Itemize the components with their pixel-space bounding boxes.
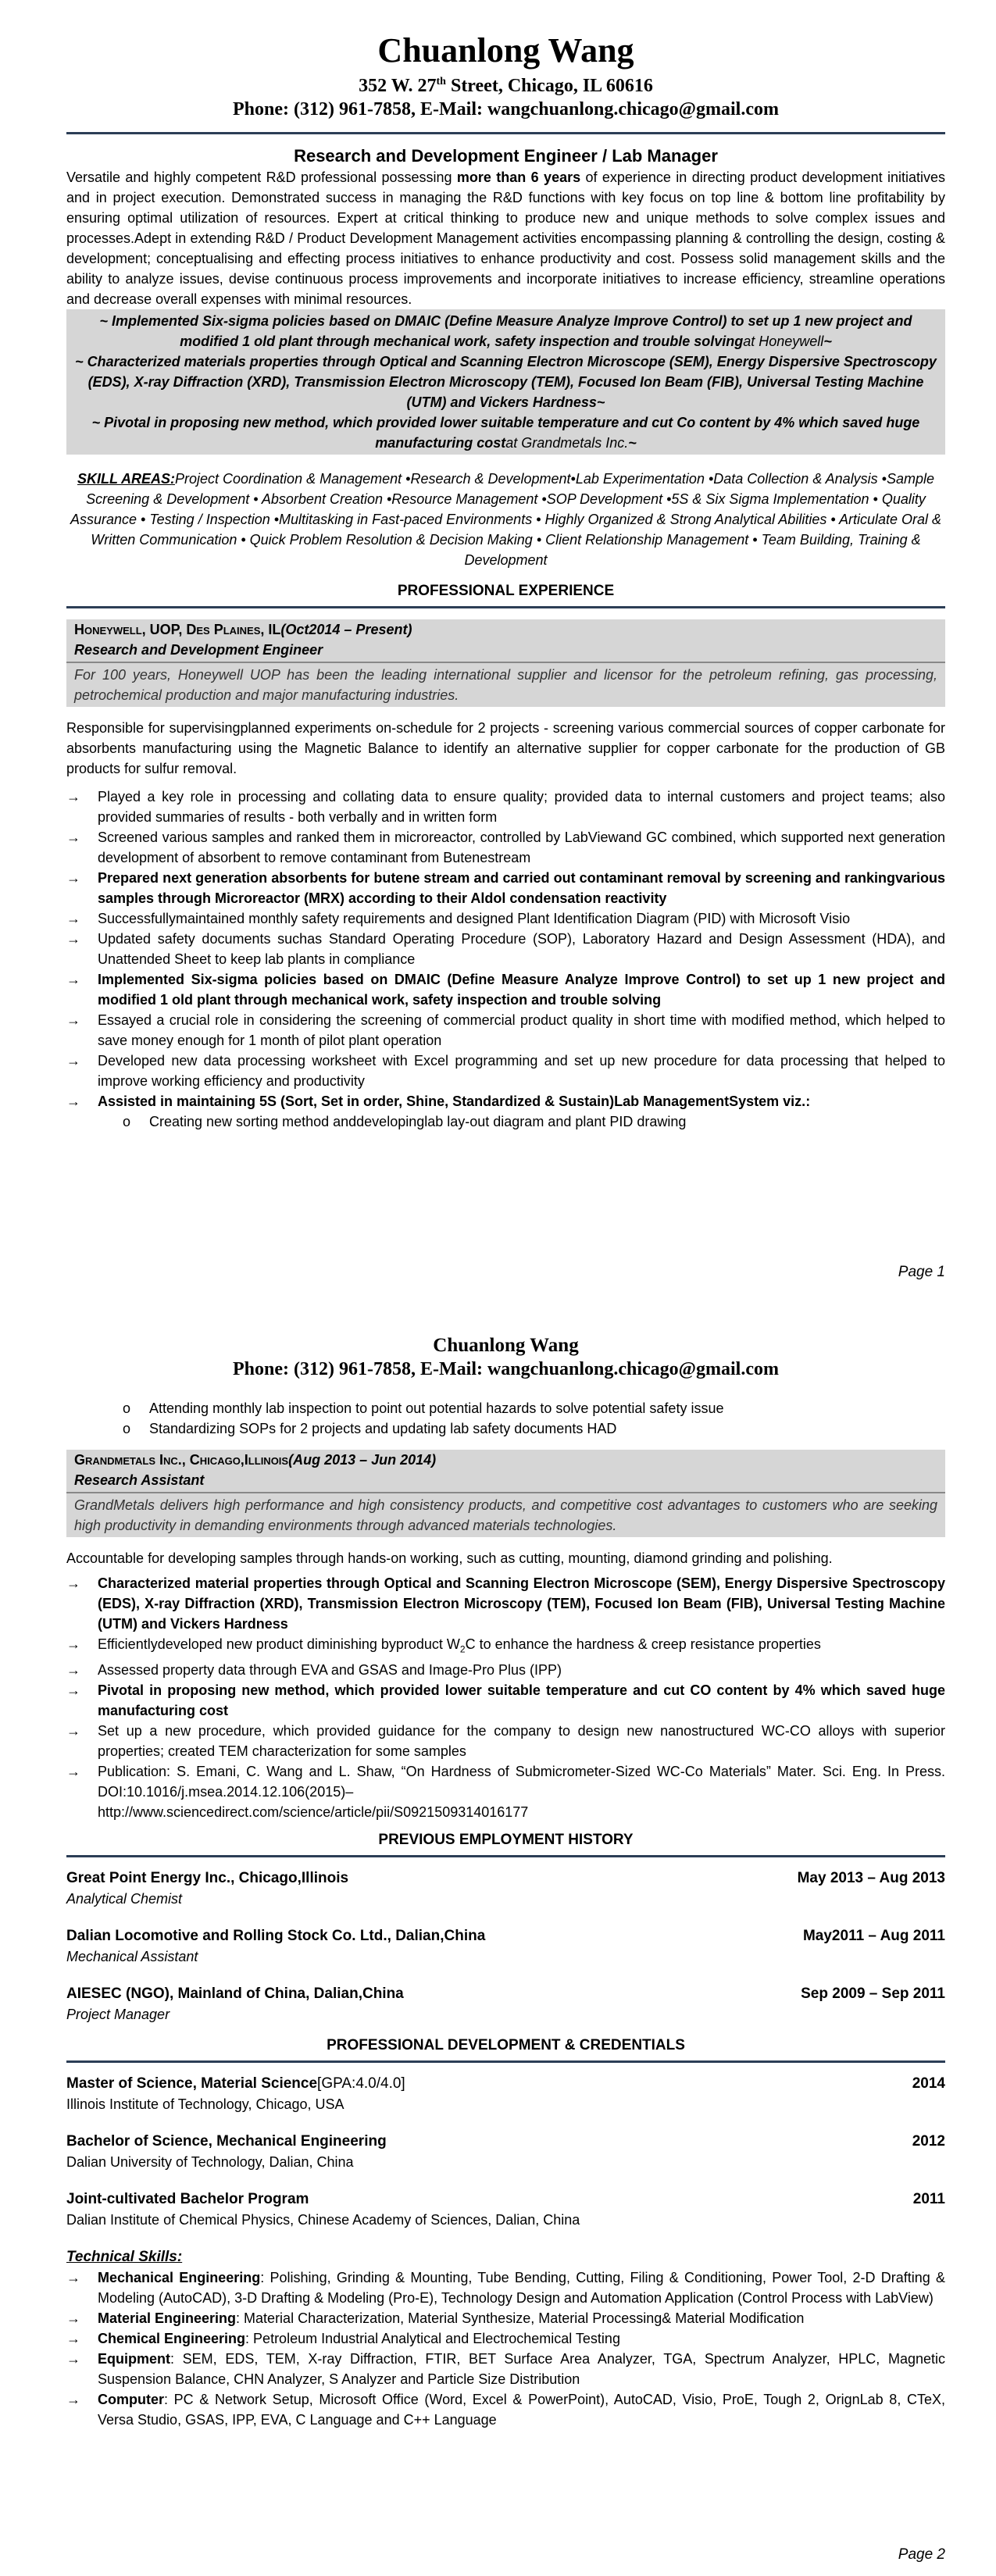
publication-link[interactable]: http://www.sciencedirect.com/science/article/pii/S0921509314016177 (98, 1804, 529, 1820)
arrow-icon: → (66, 1636, 80, 1652)
job-line (66, 1868, 945, 1889)
credentials-heading: PROFESSIONAL DEVELOPMENT & CREDENTIALS (327, 2036, 685, 2053)
resume-header (66, 31, 945, 121)
education-1 (66, 2074, 945, 2114)
skill-value: : SEM, EDS, TEM, X-ray Diffraction, FTIR, BET Surface Area Analyzer, TGA, Spectrum Analyzer, HPLC, Magnetic Suspension Balance, CHN Analyzer, S Analyzer and Particle Size Distribution (98, 2350, 945, 2387)
page-2-header (66, 1334, 945, 1381)
list-item (66, 1660, 945, 1680)
arrow-icon: → (66, 1575, 80, 1591)
list-item (66, 827, 945, 868)
subitem-text: Creating new sorting method anddevelopinglab lay-out diagram and plant PID drawing (149, 1114, 687, 1129)
skill-key: Material Engineering (98, 2310, 237, 2326)
job-role: Analytical Chemist (66, 1890, 183, 1907)
address-pre: 352 W. 27 (359, 76, 437, 96)
highlight-3-tail: at Grandmetals Inc. (505, 435, 629, 451)
page-1-content (66, 31, 945, 1132)
degree-wrap (66, 2074, 405, 2094)
address-post: Street, Chicago, IL 60616 (445, 76, 653, 96)
degree-school: Dalian University of Technology, Dalian, China (66, 2153, 354, 2170)
list-item (66, 868, 945, 908)
list-item (123, 1418, 945, 1439)
bullet-text: Successfullymaintained monthly safety requirements and designed Plant Identification Diagram (PID) with Microsoft Visio (98, 911, 851, 926)
bullet-text: Essayed a crucial role in considering the screening of commercial product quality in short time with modified method, which helped to save money enough for 1 month of pilot plant operation (98, 1012, 945, 1048)
summary-a: Versatile and highly competent R&D professional possessing (66, 169, 457, 185)
honeywell-dates: (Oct2014 – Present) (280, 622, 412, 637)
bullet-text: Assisted in maintaining 5S (Sort, Set in order, Shine, Standardized & Sustain)Lab ManagementSystem viz.: (98, 1094, 811, 1109)
arrow-icon: → (66, 2269, 80, 2285)
grandmetals-company: Grandmetals Inc., Chicago,Illinois (74, 1452, 289, 1468)
list-item (66, 1091, 945, 1111)
skill-areas (66, 469, 945, 570)
degree-year: 2011 (912, 2190, 945, 2207)
skill-key: Computer (98, 2391, 164, 2407)
highlight-3-main: ~ Pivotal in proposing new method, which provided lower suitable temperature and cut Co content by 4% which saved huge manufacturing cost (91, 415, 920, 451)
honeywell-description (66, 663, 945, 707)
bullet-text-b: C to enhance the hardness & creep resistance properties (465, 1636, 821, 1652)
honeywell-desc-text: For 100 years, Honeywell UOP has been the leading international supplier and licensor for the petroleum refining, gas processing, petrochemical production and major manufacturing industries. (74, 667, 937, 703)
degree-name: Master of Science, Material Science (66, 2075, 318, 2092)
highlight-3 (70, 412, 942, 453)
arrow-icon: → (66, 1682, 80, 1698)
bullet-text: Implemented Six-sigma policies based on DMAIC (Define Measure Analyze Improve Control) to set up 1 new project and modified 1 old plant through mechanical work, safety inspection and trouble solving (98, 972, 945, 1008)
skill-key: Equipment (98, 2350, 170, 2367)
degree-year: 2012 (912, 2132, 945, 2150)
list-item (66, 1721, 945, 1761)
grandmetals-role: Research Assistant (74, 1472, 205, 1488)
grandmetals-desc-text: GrandMetals delivers high performance and high consistency products, and competitive cost advantages to customers who are seeking high productivity in demanding environments through advanced materials technologies. (74, 1497, 937, 1533)
list-item (66, 787, 945, 827)
skill-value: : PC & Network Setup, Microsoft Office (Word, Excel & PowerPoint), AutoCAD, Visio, ProE, Tough 2, OrignLab 8, CTeX, Versa Studio, GSAS, IPP, EVA, C Language and C++ Language (98, 2391, 945, 2428)
list-item (66, 1051, 945, 1091)
honeywell-header (66, 619, 945, 662)
experience-heading: PROFESSIONAL EXPERIENCE (397, 583, 615, 599)
degree-name: Joint-cultivated Bachelor Program (66, 2190, 309, 2207)
previous-heading: PREVIOUS EMPLOYMENT HISTORY (378, 1831, 634, 1848)
degree-line (66, 2189, 945, 2210)
list-item (66, 1761, 945, 1822)
circle-bullet-icon: o (123, 1421, 131, 1436)
bullet-text: Pivotal in proposing new method, which provided lower suitable temperature and cut CO content by 4% which saved huge manufacturing cost (98, 1682, 945, 1718)
job-role: Project Manager (66, 2006, 170, 2022)
arrow-icon: → (66, 2330, 80, 2346)
list-item (66, 1680, 945, 1721)
grandmetals-header (66, 1450, 945, 1492)
skill-value: : Polishing, Grinding & Mounting, Tube Bending, Cutting, Filing & Conditioning, Power Tool, 2-D Drafting & Modeling (AutoCAD), 3-D Drafting & Modeling (Pro-E), Technology Design and Automation Application (Control Process with LabView) (98, 2269, 945, 2306)
previous-job-1 (66, 1868, 945, 1909)
arrow-icon: → (66, 870, 80, 886)
arrow-icon: → (66, 2391, 80, 2407)
arrow-icon: → (66, 931, 80, 947)
5s-subitems-page1 (66, 1111, 945, 1132)
address-line (66, 70, 945, 98)
previous-job-2 (66, 1926, 945, 1967)
job-role: Mechanical Assistant (66, 1948, 198, 1964)
highlight-1-main: ~ Implemented Six-sigma policies based on DMAIC (Define Measure Analyze Improve Control) to set up 1 new project and modified 1 old plant through mechanical work, safety inspection and trouble solving (99, 313, 912, 349)
page-number: Page 2 (898, 2546, 945, 2563)
arrow-icon: → (66, 1722, 80, 1739)
job-line (66, 1984, 945, 2004)
degree-name: Bachelor of Science, Mechanical Engineering (66, 2132, 387, 2150)
honeywell-company: Honeywell, UOP, Des Plaines, IL (74, 622, 281, 637)
skill-value: : Material Characterization, Material Synthesize, Material Processing& Material Modification (236, 2310, 805, 2326)
skill-value: : Petroleum Industrial Analytical and Electrochemical Testing (245, 2330, 620, 2346)
highlight-1-end: ~ (823, 334, 832, 349)
summary-c: of experience in directing product development initiatives and in project execution. Demonstrated success in managing the R&D functions with key focus on top line & bottom line profitability by ensuring optimal utilization of resources. Expert at critical thinking to produce new and unique methods to solve complex issues and processes.Adept in extending R&D / Product Development Management activities encompassing planning & controlling the design, costing & development; conceptualising and effecting process initiatives to enhance productivity and cost. Possess solid management skills and the ability to analyze issues, devise continuous process improvements and incorporate initiatives to increase efficiency, streamline operations and decrease overall expenses with minimal resources. (66, 169, 945, 307)
list-item (123, 1111, 945, 1132)
degree-line (66, 2074, 945, 2094)
technical-skills-list (66, 2267, 945, 2430)
highlight-1-tail: at Honeywell (743, 334, 824, 349)
technical-skills-label: Technical Skills: (66, 2248, 183, 2265)
honeywell-role: Research and Development Engineer (74, 642, 323, 658)
job-company: Great Point Energy Inc., Chicago,Illinois (66, 1869, 349, 1886)
honeywell-intro: Responsible for supervisingplanned experiments on-schedule for 2 projects - screening various commercial sources of copper carbonate for absorbents manufacturing using the Magnetic Balance to identify an alternative supplier for copper carbonate for the production of GB products for sulfur removal. (66, 720, 945, 776)
honeywell-company-line (74, 619, 937, 640)
grandmetals-dates: (Aug 2013 – Jun 2014) (288, 1452, 437, 1468)
summary-b: more than 6 years (456, 169, 581, 185)
job-company: Dalian Locomotive and Rolling Stock Co. Ltd., Dalian,China (66, 1927, 486, 1944)
bullet-text: Developed new data processing worksheet with Excel programming and set up new procedure for data processing that helped to improve working efficiency and productivity (98, 1053, 945, 1089)
bullet-text-a: Efficientlydeveloped new product diminishing byproduct W (98, 1636, 460, 1652)
degree-school: Illinois Institute of Technology, Chicago, USA (66, 2096, 344, 2112)
address-sup: th (436, 76, 446, 87)
bullet-text: Played a key role in processing and collating data to ensure quality; provided data to internal customers and project teams; also provided summaries of results - both verbally and in written form (98, 789, 945, 825)
job-dates: May2011 – Aug 2011 (802, 1927, 945, 1944)
grandmetals-bullets (66, 1573, 945, 1822)
list-item (66, 1010, 945, 1051)
page-2-content (66, 1334, 945, 2430)
degree-line (66, 2132, 945, 2152)
list-item (66, 2328, 945, 2349)
grandmetals-company-line (74, 1450, 937, 1470)
list-item (123, 1398, 945, 1418)
job-company: AIESEC (NGO), Mainland of China, Dalian,China (66, 1985, 404, 2002)
bullet-sub: 2 (459, 1643, 466, 1655)
list-item (66, 969, 945, 1010)
list-item (66, 2267, 945, 2308)
circle-bullet-icon: o (123, 1114, 131, 1129)
skill-key: Mechanical Engineering (98, 2269, 261, 2285)
bullet-text: Characterized material properties through Optical and Scanning Electron Microscope (SEM), Energy Dispersive Spectroscopy (EDS), X-ray Diffraction (XRD), Transmission Electron Microscopy (TEM), Focused Ion Beam (FIB), Universal Testing Machine (UTM) and Vickers Hardness (98, 1575, 945, 1632)
list-item (66, 908, 945, 929)
list-item (66, 1634, 945, 1660)
arrow-icon: → (66, 911, 80, 926)
contact-line: Phone: (312) 961-7858, E-Mail: wangchuanlong.chicago@gmail.com (233, 99, 779, 120)
honeywell-bullets (66, 787, 945, 1111)
arrow-icon: → (66, 789, 80, 805)
bullet-text: Set up a new procedure, which provided guidance for the company to design new nanostructured WC-CO alloys with superior properties; created TEM characterization for some samples (98, 1722, 945, 1759)
highlight-1 (70, 311, 942, 351)
candidate-name-p2: Chuanlong Wang (433, 1335, 579, 1356)
resume-page-1 (0, 0, 996, 1281)
arrow-icon: → (66, 1661, 80, 1678)
resume-page-2 (0, 1328, 996, 2576)
contact-line-p2: Phone: (312) 961-7858, E-Mail: wangchuanlong.chicago@gmail.com (233, 1359, 779, 1379)
list-item (66, 929, 945, 969)
page-number: Page 1 (898, 1264, 945, 1280)
degree-gpa: [GPA:4.0/4.0] (317, 2075, 405, 2092)
highlight-3-end: ~ (628, 435, 637, 451)
job-dates: May 2013 – Aug 2013 (797, 1869, 945, 1886)
arrow-icon: → (66, 1763, 80, 1779)
list-item (66, 2349, 945, 2389)
highlight-2: ~ Characterized materials properties through Optical and Scanning Electron Microscope (SEM), Energy Dispersive Spectroscopy (EDS), X-ray Diffraction (XRD), Transmission Electron Microscopy (TEM), Focused Ion Beam (FIB), Universal Testing Machine (UTM) and Vickers Hardness~ (75, 354, 937, 410)
arrow-icon: → (66, 1094, 80, 1109)
list-item (66, 2389, 945, 2430)
skill-key: Chemical Engineering (98, 2330, 246, 2346)
job-line (66, 1926, 945, 1946)
bullet-text: Updated safety documents suchas Standard Operating Procedure (SOP), Laboratory Hazard and Design Assessment (HDA), and Unattended Sheet to keep lab plants in compliance (98, 931, 945, 967)
bullet-text: Screened various samples and ranked them in microreactor, controlled by LabViewand GC combined, which supported next generation development of absorbent to remove contaminant from Butenestream (98, 830, 945, 865)
highlights-box (66, 309, 945, 455)
5s-subitems-page2 (66, 1398, 945, 1439)
arrow-icon: → (66, 1012, 80, 1028)
bullet-text: Publication: S. Emani, C. Wang and L. Shaw, “On Hardness of Submicrometer-Sized WC-Co Materials” Mater. Sci. Eng. In Press. DOI:10.1016/j.msea.2014.12.106(2015)– (98, 1763, 945, 1800)
profile-title: Research and Development Engineer / Lab Manager (294, 146, 718, 166)
previous-job-3 (66, 1984, 945, 2025)
degree-year: 2014 (912, 2075, 945, 2092)
arrow-icon: → (66, 830, 80, 845)
bullet-text: Prepared next generation absorbents for butene stream and carried out contaminant removal by screening and rankingvarious samples through Microreactor (MRX) according to their Aldol condensation reactivity (98, 870, 945, 906)
skill-areas-label: SKILL AREAS: (77, 471, 175, 487)
job-dates: Sep 2009 – Sep 2011 (801, 1985, 945, 2002)
candidate-name: Chuanlong Wang (377, 31, 634, 70)
grandmetals-intro: Accountable for developing samples through hands-on working, such as cutting, mounting, diamond grinding and polishing. (66, 1550, 833, 1566)
bullet-text: Assessed property data through EVA and GSAS and Image-Pro Plus (IPP) (98, 1661, 562, 1678)
education-3 (66, 2189, 945, 2230)
list-item (66, 2308, 945, 2328)
subitem-text: Attending monthly lab inspection to point out potential hazards to solve potential safety issue (149, 1400, 724, 1416)
arrow-icon: → (66, 2310, 80, 2326)
subitem-text: Standardizing SOPs for 2 projects and updating lab safety documents HAD (149, 1421, 617, 1436)
skill-areas-text: Project Coordination & Management •Research & Development•Lab Experimentation •Data Collection & Analysis •Sample Screening & Development • Absorbent Creation •Resource Management •SOP Development •5S & Six Sigma Implementation • Quality Assurance • Testing / Inspection •Multitasking in Fast-paced Environments • Highly Organized & Strong Analytical Abilities • Articulate Oral & Written Communication • Quick Problem Resolution & Decision Making • Client Relationship Management • Team Building, Training & Development (70, 471, 942, 568)
education-2 (66, 2132, 945, 2172)
summary-paragraph (66, 167, 945, 309)
list-item (66, 1573, 945, 1634)
arrow-icon: → (66, 972, 80, 987)
grandmetals-description (66, 1493, 945, 1537)
circle-bullet-icon: o (123, 1400, 131, 1416)
arrow-icon: → (66, 2350, 80, 2367)
degree-school: Dalian Institute of Chemical Physics, Chinese Academy of Sciences, Dalian, China (66, 2211, 580, 2228)
arrow-icon: → (66, 1053, 80, 1069)
